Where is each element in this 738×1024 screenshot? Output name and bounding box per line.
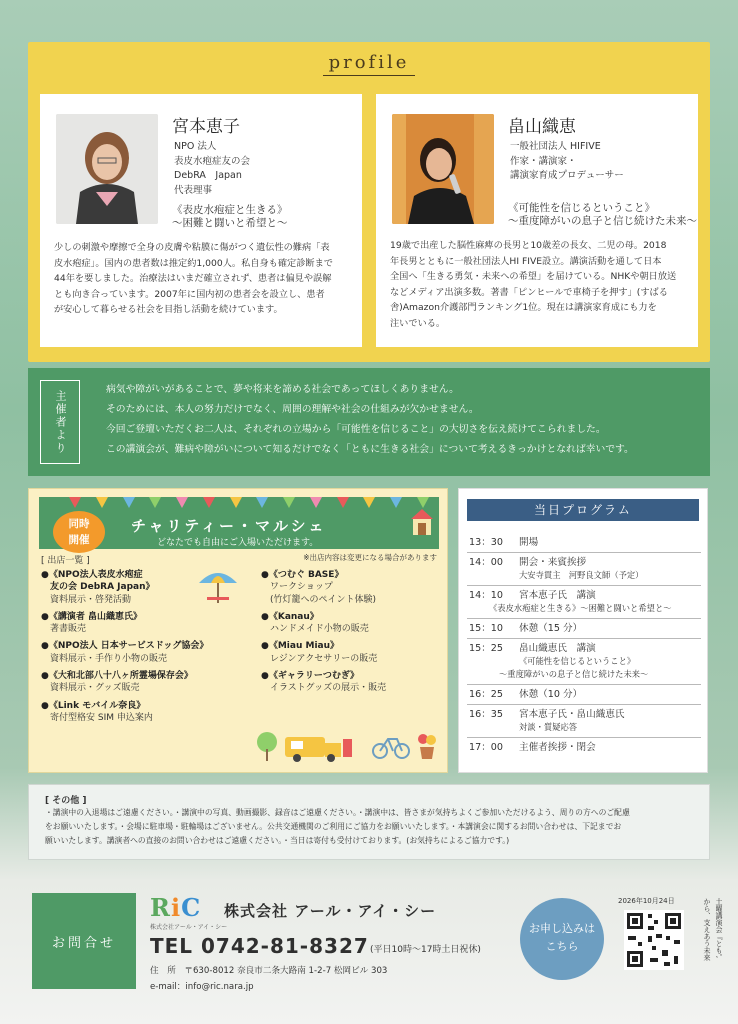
marche-banner [39, 497, 439, 549]
shop-item: ●《大和北部八十八ヶ所霊場保存会》 資料展示・グッズ販売 [41, 671, 193, 694]
simultaneous-badge: 同時 開催 [53, 511, 105, 553]
speaker1-bio: 少しの刺激や摩擦で全身の皮膚や粘膜に傷がつく遺伝性の難病「表 皮水疱症」。国内の患者数は推定約1,000人。私自身も確定診断まで 44年を要しました。治療法はいまだ確立されず、患者は偏見や誤解 とも向き合っています。2007年に国内初の患者会を設立し、患者 が安心して暮らせる社会を目指し活動を続けています。 [54, 242, 333, 315]
program-row: 16：35 宮本恵子氏・畠山織恵氏 対談・質疑応答 [467, 705, 701, 738]
charity-marche [28, 488, 448, 773]
speaker2-name: 畠山織恵 [508, 117, 576, 137]
shop-item: ●《つむぐ BASE》 ワークショップ (竹灯籠へのペイント体験) [261, 570, 377, 605]
day-program [458, 488, 708, 773]
marche-subtitle: どなたでも自由にご入場いただけます。 [157, 538, 319, 548]
shop-list-left [41, 569, 208, 729]
program-row: 14：00 開会・来賓挨拶 大安寺貫主 河野良文師（予定） [467, 553, 701, 586]
photo-hatakeyama [392, 114, 494, 224]
speaker1-affiliation: NPO 法人 表皮水疱症友の会 DebRA Japan 代表理事 [174, 141, 251, 196]
other-notes-line: をお願いいたします。・会場に駐車場・駐輪場はございません。公共交通機関のご利用にご協力をお願いいたします。・本講演会に関するお問い合わせは、下記までお [45, 822, 622, 831]
profile-section [28, 42, 710, 362]
speaker2-affiliation: 一般社団法人 HIFIVE 作家・講演家・ 講演家育成プロデューサー [510, 141, 624, 181]
ric-logo: RiC [150, 893, 202, 922]
shop-item: ●《Link モバイル奈良》 寄付型格安 SIM 申込案内 [41, 700, 153, 723]
speaker1-theme: 《表皮水疱症と生きる》 ～困難と闘いと希望と～ [172, 204, 288, 229]
program-row: 13：30 開場 [467, 533, 701, 553]
company-name: 株式会社 アール・アイ・シー [224, 902, 437, 920]
contact-label: お問合せ [32, 893, 136, 989]
organizer-line: 今回ご登壇いただくお二人は、それぞれの立場から「可能性を信じること」の大切さを伝え続けてこられました。 [106, 424, 606, 435]
organizer-line: この講演会が、難病や障がいについて知るだけでなく「ともに生きる社会」について考えるきっかけとなれば幸いです。 [106, 444, 634, 455]
program-row: 15：25 畠山織恵氏 講演 《可能性を信じるということ》 ～重度障がいの息子と信じ続けた未来～ [467, 639, 701, 685]
organizer-line: そのためには、本人の努力だけでなく、周囲の理解や社会の仕組みが欠かせません。 [106, 404, 479, 415]
speaker2-bio: 19歳で出産した脳性麻痺の長男と10歳差の長女、二児の母。2018 年長男とともに一般社団法人HI FIVE設立。講演活動を通して日本 全国へ「生きる勇気・未来への希望」を届けている。NHKや朝日放送 などメディア出演多数。著書「ピンヒールで車椅子を押す」(すばる 舎)Amazon介護部門ランキング1位。現在は講演家育成にも力を 注いでいる。 [390, 240, 677, 329]
flower-pot-icon [415, 731, 439, 761]
vertical-caption: 土曜講演会『とも', [715, 898, 723, 959]
profile-card-miyamoto [40, 94, 362, 347]
shop-item: ●《NPO法人 日本サービスドッグ協会》 資料展示・手作り小物の販売 [41, 641, 209, 664]
marche-title: チャリティー・マルシェ [131, 517, 327, 535]
profile-card-hatakeyama [376, 94, 698, 347]
program-row: 14：10 宮本恵子氏 講演 《表皮水疱症と生きる》～困難と闘いと希望と～ [467, 586, 701, 619]
logo-caption: 株式会社アール・アイ・シー [150, 924, 228, 931]
other-notes [28, 784, 710, 860]
shop-item: ●《Miau Miau》 レジンアクセサリーの販売 [261, 641, 378, 664]
apply-bubble: お申し込みは こちら [520, 898, 604, 980]
shop-list-right [261, 569, 386, 700]
shop-item: ●《ギャラリーつむぎ》 イラストグッズの展示・販売 [261, 671, 387, 694]
program-row: 17：00 主催者挨拶・閉会 [469, 742, 596, 753]
bunting-icon [69, 497, 429, 515]
program-row: 16：25 休憩（10 分） [467, 685, 701, 705]
program-title: 当日プログラム [467, 499, 699, 521]
vertical-caption: から、支えあう未来 [703, 898, 711, 961]
profile-heading: profile [323, 52, 416, 76]
phone-hours: (平日10時～17時土日祝休) [370, 945, 481, 955]
other-notes-line: 願いいたします。講演者への直接のお問い合わせはご遠慮ください。・当日は寄付も受付けております。(お気持ちによるご協力です。) [45, 836, 510, 845]
bicycle-icon [371, 731, 411, 761]
shop-item: ●《Kanau》 ハンドメイド小物の販売 [261, 611, 369, 635]
shop-item: ●《NPO法人表皮水疱症 友の会 DebRA Japan》 資料展示・啓発活動 [41, 570, 155, 605]
tent-icon [409, 507, 435, 537]
organizer-badge: 主催者より [40, 380, 80, 464]
shop-item: ●《講演者 畠山織恵氏》 著書販売 [41, 611, 142, 635]
marche-note: ※出店内容は変更になる場合があります [303, 553, 437, 562]
other-notes-heading: [ その他 ] [45, 796, 87, 806]
other-notes-line: ・講演中の入退場はご遠慮ください。・講演中の写真、動画撮影、録音はご遠慮ください。・講演中は、皆さまが気持ちよくご参加いただけるよう、周りの方へのご配慮 [45, 808, 630, 817]
food-truck-icon [283, 731, 353, 763]
tree-icon [255, 731, 279, 761]
organizer-message [28, 368, 710, 476]
organizer-line: 病気や障がいがあることで、夢や将来を諦める社会であってほしくありません。 [106, 384, 459, 395]
address: 住 所 〒630-8012 奈良市二条大路南 1-2-7 松岡ビル 303 [150, 966, 388, 976]
email-address[interactable]: e-mail：info@ric.nara.jp [150, 982, 254, 992]
shop-list-heading: [ 出店一覧 ] [41, 556, 90, 566]
qr-code-icon[interactable] [624, 910, 684, 970]
phone-number[interactable]: TEL 0742-81-8327 [150, 934, 369, 958]
qr-date: 2026年10月24日 [618, 897, 675, 905]
photo-miyamoto [56, 114, 158, 224]
speaker1-name: 宮本恵子 [172, 117, 240, 137]
parasol-icon [197, 567, 239, 609]
program-row: 15：10 休憩（15 分） [467, 619, 701, 639]
speaker2-theme: 《可能性を信じるということ》 ～重度障がいの息子と信じ続けた未来～ [508, 202, 697, 227]
